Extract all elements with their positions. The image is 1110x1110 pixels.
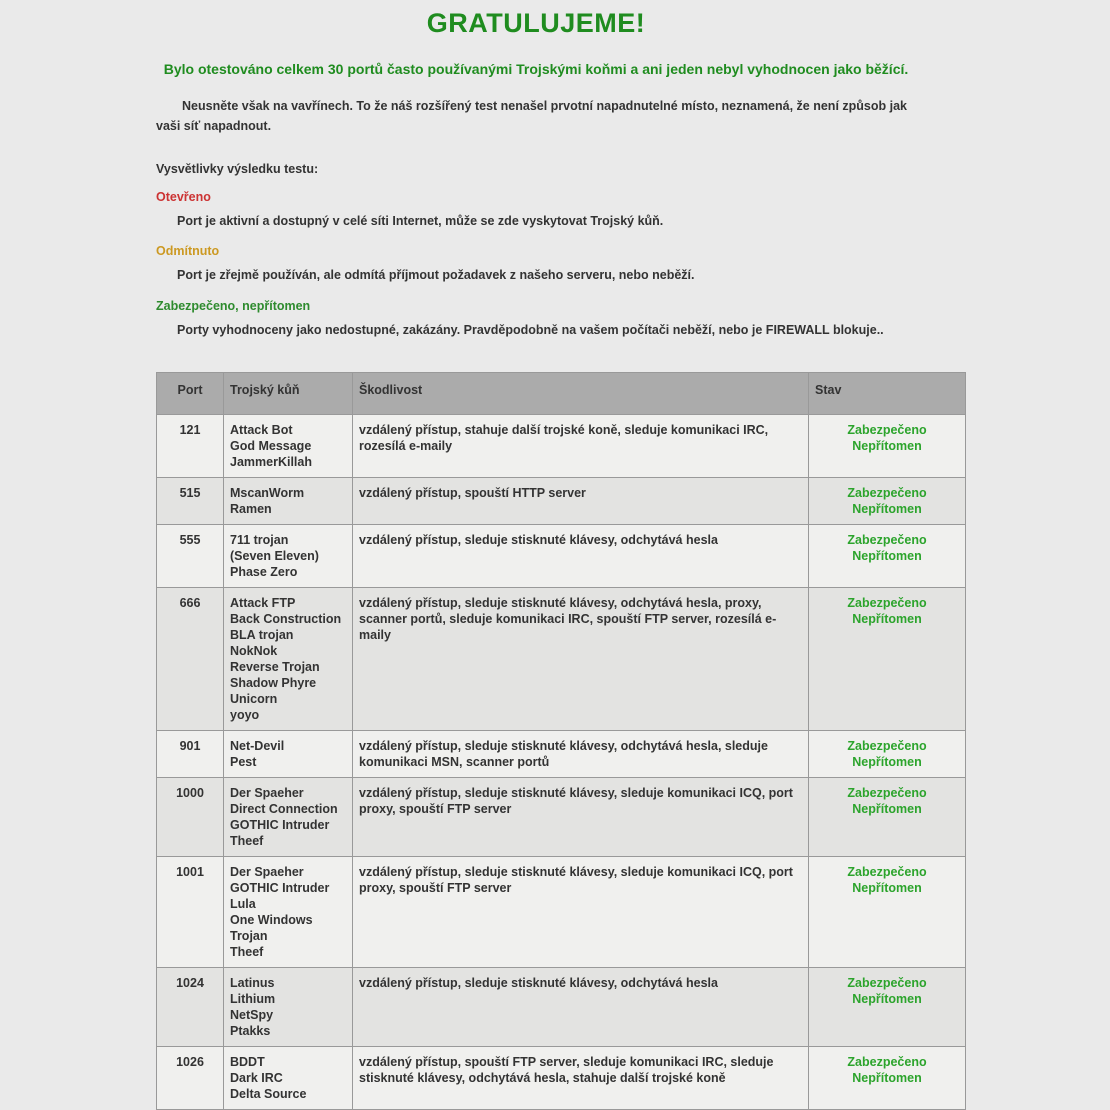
trojan-name: Der Spaeher bbox=[230, 786, 304, 801]
trojan-name: Net-Devil bbox=[230, 739, 285, 754]
status-badge: Zabezpečeno bbox=[847, 533, 927, 548]
table-row bbox=[157, 968, 966, 1047]
legend-label-refused: Odmítnuto bbox=[156, 244, 220, 259]
status-cell bbox=[809, 1047, 966, 1110]
status-badge: Nepřítomen bbox=[852, 881, 922, 896]
trojan-names-cell bbox=[224, 1047, 353, 1110]
harmfulness-cell: vzdálený přístup, sleduje stisknuté klávesy, odchytává hesla, proxy, scanner portů, sleduje komunikaci IRC, spouští FTP server, rozesílá e-maily bbox=[353, 588, 809, 731]
trojan-name: BLA trojan bbox=[230, 628, 294, 643]
legend-item-refused bbox=[156, 244, 916, 285]
status-cell bbox=[809, 588, 966, 731]
trojan-names-cell bbox=[224, 968, 353, 1047]
table-row bbox=[157, 778, 966, 857]
trojan-name: Lithium bbox=[230, 992, 276, 1007]
port-number-cell: 901 bbox=[157, 731, 224, 778]
port-table-body bbox=[157, 415, 966, 1110]
harmfulness-cell: vzdálený přístup, sleduje stisknuté klávesy, odchytává hesla, sleduje komunikaci MSN, scanner portů bbox=[353, 731, 809, 778]
trojan-name: Direct Connection bbox=[230, 802, 338, 817]
content-area bbox=[156, 0, 927, 1110]
harmfulness-cell: vzdálený přístup, stahuje další trojské koně, sleduje komunikaci IRC, rozesílá e-maily bbox=[353, 415, 809, 478]
status-cell bbox=[809, 731, 966, 778]
harmfulness-cell: vzdálený přístup, sleduje stisknuté klávesy, odchytává hesla bbox=[353, 525, 809, 588]
intro-paragraph: Neusněte však na vavřínech. To že náš rozšířený test nenašel prvotní napadnutelné místo, neznamená, že není způsob jak vaši síť napadnout. bbox=[156, 99, 907, 133]
harmfulness-cell: vzdálený přístup, sleduje stisknuté klávesy, odchytává hesla bbox=[353, 968, 809, 1047]
table-row bbox=[157, 857, 966, 968]
status-badge: Zabezpečeno bbox=[847, 423, 927, 438]
status-cell bbox=[809, 525, 966, 588]
port-number-cell: 1024 bbox=[157, 968, 224, 1047]
trojan-name: Der Spaeher bbox=[230, 865, 304, 880]
trojan-name: Shadow Phyre bbox=[230, 676, 317, 691]
trojan-names-cell bbox=[224, 415, 353, 478]
legend-label-open: Otevřeno bbox=[156, 190, 211, 205]
column-header-harm: Škodlivost bbox=[353, 373, 809, 415]
port-table-container bbox=[156, 372, 927, 1110]
trojan-name: Reverse Trojan bbox=[230, 660, 320, 675]
trojan-name: NetSpy bbox=[230, 1008, 274, 1023]
harmfulness-cell: vzdálený přístup, spouští FTP server, sleduje komunikaci IRC, sleduje stisknuté klávesy, odchytává hesla, stahuje další trojské koně bbox=[353, 1047, 809, 1110]
table-row bbox=[157, 478, 966, 525]
table-row bbox=[157, 525, 966, 588]
trojan-name: Attack FTP bbox=[230, 596, 296, 611]
status-cell bbox=[809, 857, 966, 968]
legend-desc-open: Port je aktivní a dostupný v celé síti Internet, může se zde vyskytovat Trojský kůň. bbox=[177, 214, 664, 229]
status-badge: Nepřítomen bbox=[852, 992, 922, 1007]
trojan-names-cell bbox=[224, 525, 353, 588]
port-number-cell: 1000 bbox=[157, 778, 224, 857]
status-badge: Nepřítomen bbox=[852, 549, 922, 564]
table-header-row bbox=[157, 373, 966, 415]
status-badge: Nepřítomen bbox=[852, 502, 922, 517]
trojan-name: Ramen bbox=[230, 502, 272, 517]
status-badge: Nepřítomen bbox=[852, 802, 922, 817]
legend-label-secured: Zabezpečeno, nepřítomen bbox=[156, 298, 311, 313]
status-cell bbox=[809, 415, 966, 478]
legend-desc-refused: Port je zřejmě používán, ale odmítá příjmout požadavek z našeho serveru, nebo neběží. bbox=[177, 268, 695, 283]
status-cell bbox=[809, 968, 966, 1047]
trojan-name: Attack Bot bbox=[230, 423, 293, 438]
column-header-port: Port bbox=[157, 373, 224, 415]
page-title: GRATULUJEME! bbox=[426, 8, 646, 38]
status-badge: Zabezpečeno bbox=[847, 1055, 927, 1070]
port-number-cell: 666 bbox=[157, 588, 224, 731]
status-badge: Zabezpečeno bbox=[847, 596, 927, 611]
trojan-names-cell bbox=[224, 588, 353, 731]
trojan-name: GOTHIC Intruder bbox=[230, 881, 330, 896]
trojan-name: Theef bbox=[230, 834, 264, 849]
trojan-name: Delta Source bbox=[230, 1087, 307, 1102]
status-badge: Nepřítomen bbox=[852, 612, 922, 627]
trojan-name: (Seven Eleven) bbox=[230, 549, 319, 564]
trojan-name: 711 trojan bbox=[230, 533, 289, 548]
trojan-name: One Windows Trojan bbox=[230, 913, 313, 944]
port-number-cell: 1026 bbox=[157, 1047, 224, 1110]
trojan-name: yoyo bbox=[230, 708, 260, 723]
legend-item-open bbox=[156, 190, 916, 231]
trojan-name: Theef bbox=[230, 945, 264, 960]
status-badge: Zabezpečeno bbox=[847, 486, 927, 501]
legend-desc-secured: Porty vyhodnoceny jako nedostupné, zakázány. Pravděpodobně na vašem počítači neběží, nebo je FIREWALL blokuje.. bbox=[177, 322, 884, 337]
trojan-name: JammerKillah bbox=[230, 455, 312, 470]
port-number-cell: 121 bbox=[157, 415, 224, 478]
status-badge: Zabezpečeno bbox=[847, 786, 927, 801]
trojan-name: God Message bbox=[230, 439, 312, 454]
trojan-name: Phase Zero bbox=[230, 565, 298, 580]
port-table bbox=[156, 372, 966, 1110]
port-number-cell: 515 bbox=[157, 478, 224, 525]
port-number-cell: 1001 bbox=[157, 857, 224, 968]
table-row bbox=[157, 415, 966, 478]
trojan-names-cell bbox=[224, 857, 353, 968]
status-badge: Zabezpečeno bbox=[847, 739, 927, 754]
result-summary: Bylo otestováno celkem 30 portů často používanými Trojskými koňmi a ani jeden nebyl vyhodnocen jako běžící. bbox=[163, 61, 909, 77]
trojan-name: BDDT bbox=[230, 1055, 265, 1070]
trojan-name: Lula bbox=[230, 897, 256, 912]
status-badge: Nepřítomen bbox=[852, 1071, 922, 1086]
column-header-status: Stav bbox=[809, 373, 966, 415]
trojan-names-cell bbox=[224, 778, 353, 857]
status-badge: Zabezpečeno bbox=[847, 976, 927, 991]
harmfulness-cell: vzdálený přístup, sleduje stisknuté klávesy, sleduje komunikaci ICQ, port proxy, spouští FTP server bbox=[353, 778, 809, 857]
status-badge: Nepřítomen bbox=[852, 439, 922, 454]
trojan-name: Unicorn bbox=[230, 692, 278, 707]
trojan-name: Latinus bbox=[230, 976, 275, 991]
trojan-name: NokNok bbox=[230, 644, 278, 659]
status-badge: Zabezpečeno bbox=[847, 865, 927, 880]
trojan-names-cell bbox=[224, 731, 353, 778]
table-row bbox=[157, 1047, 966, 1110]
harmfulness-cell: vzdálený přístup, spouští HTTP server bbox=[353, 478, 809, 525]
trojan-name: GOTHIC Intruder bbox=[230, 818, 330, 833]
table-row bbox=[157, 588, 966, 731]
trojan-name: Dark IRC bbox=[230, 1071, 283, 1086]
trojan-name: MscanWorm bbox=[230, 486, 305, 501]
trojan-name: Pest bbox=[230, 755, 257, 770]
legend-heading: Vysvětlivky výsledku testu: bbox=[156, 162, 319, 177]
trojan-name: Back Construction bbox=[230, 612, 342, 627]
status-cell bbox=[809, 478, 966, 525]
status-badge: Nepřítomen bbox=[852, 755, 922, 770]
column-header-trojan: Trojský kůň bbox=[224, 373, 353, 415]
harmfulness-cell: vzdálený přístup, sleduje stisknuté klávesy, sleduje komunikaci ICQ, port proxy, spouští FTP server bbox=[353, 857, 809, 968]
port-number-cell: 555 bbox=[157, 525, 224, 588]
trojan-name: Ptakks bbox=[230, 1024, 271, 1039]
trojan-names-cell bbox=[224, 478, 353, 525]
status-cell bbox=[809, 778, 966, 857]
legend-item-secured bbox=[156, 299, 916, 340]
table-row bbox=[157, 731, 966, 778]
